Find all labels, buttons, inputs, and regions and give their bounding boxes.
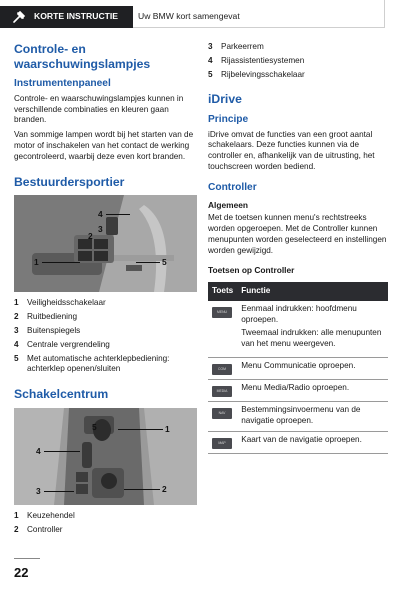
footer-divider: [14, 558, 40, 559]
driver-door-illustration: [14, 195, 197, 292]
list-item: 4 Centrale vergrendeling: [14, 339, 110, 349]
list-item: 5 Rijbelevingsschakelaar: [208, 69, 305, 79]
console-callout-3: 3: [36, 485, 41, 496]
table-row: [208, 301, 388, 358]
door-callout-5: 5: [162, 257, 167, 268]
principe-paragraph: iDrive omvat de functies van een groot aantal schakelaars. Deze functies kunnen via de controller en, afhankelijk van de uitrusting, het touchscreen worden bediend.: [208, 129, 375, 172]
console-callout-4: 4: [36, 445, 41, 456]
function-text-secondary: Tweemaal indrukken: alle menupunten van het menu weergeven.: [241, 328, 382, 349]
section-tab-label: KORTE INSTRUCTIE: [34, 11, 119, 22]
table-row: [208, 431, 388, 453]
page-header: [0, 0, 416, 30]
subtitle-principe: Principe: [208, 114, 249, 126]
door-callout-line-4: [106, 214, 130, 215]
driver-door-photo: [14, 195, 197, 292]
function-text: Menu Communicatie oproepen.: [241, 360, 356, 370]
controller-keys-table: [208, 282, 388, 454]
right-column: [208, 42, 388, 454]
function-text: Menu Media/Radio oproepen.: [241, 382, 350, 392]
subtitle-controller: Controller: [208, 181, 257, 193]
console-callout-line-4: [44, 451, 80, 452]
page-number: 22: [14, 565, 29, 580]
quick-guide-icon: [12, 10, 26, 24]
list-item: 4 Rijassistentiesystemen: [208, 55, 305, 65]
section-title-center-console: Schakelcentrum: [14, 387, 109, 402]
function-text: Kaart van de navigatie oproepen.: [241, 434, 362, 444]
console-callout-line-2: [124, 489, 160, 490]
center-console-photo: [14, 408, 197, 505]
door-callout-line-5: [136, 262, 160, 263]
console-callout-line-1: [118, 429, 163, 430]
instrument-paragraph-2: Van sommige lampen wordt bij het starten van de motor of inschakelen van het contact de werking gecontroleerd, waarbij deze even kort branden.: [14, 130, 194, 161]
door-callout-2: 2: [88, 231, 93, 242]
header-edge-divider: [384, 0, 385, 28]
console-callout-5: 5: [92, 421, 97, 432]
nav-key-icon: NAV: [212, 408, 232, 419]
breadcrumb: Uw BMW kort samengevat: [138, 11, 240, 22]
list-item: 1 Keuzehendel: [14, 510, 75, 520]
door-callout-3: 3: [98, 224, 103, 235]
com-key-icon: COM: [212, 364, 232, 375]
menu-key-icon: MENU: [212, 307, 232, 318]
heading-algemeen: Algemeen: [208, 200, 249, 211]
center-console-illustration: [14, 408, 197, 505]
door-callout-line-1: [42, 262, 80, 263]
section-title-lamps: Controle- en waarschuwingslampjes: [14, 42, 151, 71]
instrument-paragraph-1: Controle- en waarschuwingslampjes kunnen in verschillende combinaties en kleuren gaan branden.: [14, 93, 184, 125]
console-callout-1: 1: [165, 423, 170, 434]
list-item: 5 Met automatische achterklepbediening: achterklep openen/sluiten: [14, 353, 170, 374]
section-title-driver-door: Bestuurdersportier: [14, 174, 125, 189]
left-column: [14, 42, 197, 539]
list-item: 3 Buitenspiegels: [14, 326, 81, 335]
table-row: [208, 379, 388, 401]
column-header-function: Functie: [237, 282, 388, 301]
center-console-list: [14, 511, 197, 536]
column-header-key: Toets: [208, 282, 237, 301]
media-key-icon: MEDIA: [212, 386, 232, 397]
center-console-list-continued: [208, 42, 388, 80]
list-item: 2 Controller: [14, 524, 63, 534]
table-header-row: [208, 282, 388, 301]
console-callout-2: 2: [162, 483, 167, 494]
heading-controller-keys: Toetsen op Controller: [208, 264, 295, 275]
table-row: [208, 401, 388, 431]
function-text: Eenmaal indrukken: hoofdmenu oproepen.: [241, 303, 357, 324]
section-title-idrive: iDrive: [208, 92, 242, 107]
header-divider: [133, 27, 385, 28]
algemeen-paragraph: Met de toetsen kunnen menu's rechtstreeks worden opgeroepen. Met de Controller kunnen menupunten worden geselecteerd en instellingen worden gewijzigd.: [208, 213, 387, 255]
door-callout-4: 4: [98, 209, 103, 220]
list-item: 3 Parkeerrem: [208, 42, 264, 51]
console-callout-line-3: [44, 491, 74, 492]
table-row: [208, 357, 388, 379]
list-item: 2 Ruitbediening: [14, 312, 78, 322]
section-tab: [0, 6, 133, 28]
door-callout-1: 1: [34, 257, 39, 268]
driver-door-list: [14, 298, 197, 375]
subtitle-instrument-panel: Instrumentenpaneel: [14, 78, 111, 90]
map-key-icon: MAP: [212, 438, 232, 449]
list-item: 1 Veiligheidsschakelaar: [14, 298, 106, 308]
function-text: Bestemmingsinvoermenu van de navigatie oproepen.: [241, 404, 361, 425]
